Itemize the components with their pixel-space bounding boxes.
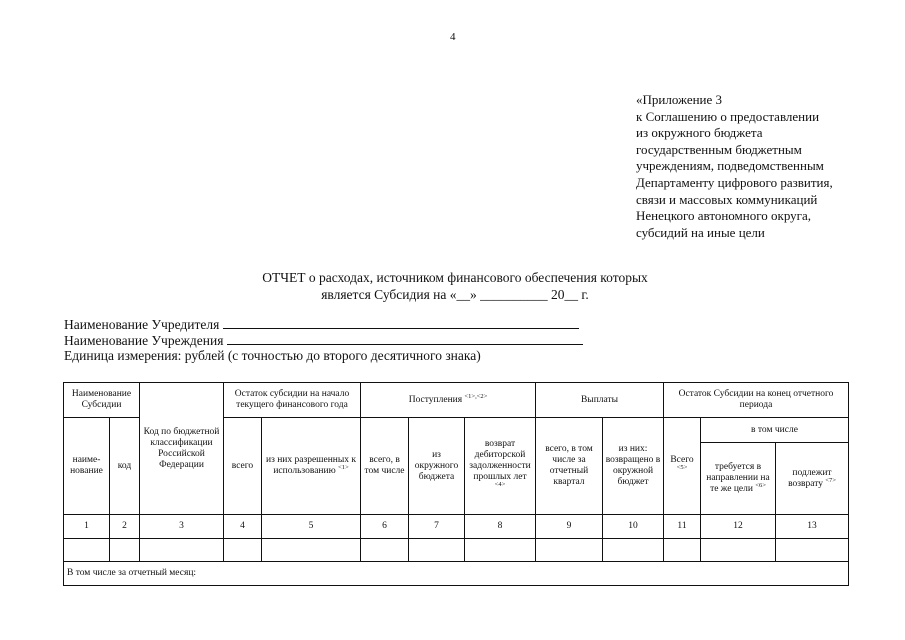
table-cell[interactable] [224,539,262,562]
header-receipts-label: Поступления [408,394,463,405]
table-row [64,539,849,562]
header-payments-returned: из них: возвращено в окружной бюджет [603,418,664,515]
page-number: 4 [450,31,456,43]
header-required-note: <6> [755,481,766,489]
table-cell[interactable] [140,539,224,562]
header-balance-end: Остаток Субсидии на конец отчетного периода [664,383,849,418]
report-title-line-2: является Субсидия на «__» __________ 20__ г. [321,286,589,302]
header-balance-start: Остаток субсидии на начало текущего финансового года [224,383,361,418]
founder-blank-line [223,317,579,329]
report-fields [64,317,583,364]
unit-field: Единица измерения: рублей (с точностью до второго десятичного знака) [64,348,481,363]
header-permitted [262,418,361,515]
table-cell[interactable] [409,539,465,562]
founder-field [64,317,583,333]
institution-blank-line [227,333,583,345]
appendix-line: связи и массовых коммуникаций [636,191,818,207]
header-receipts-note: <1>,<2> [464,392,488,400]
column-number: 13 [776,515,849,539]
appendix-line: к Соглашению о предоставлении [636,108,820,124]
header-receipts-total: всего, в том числе [361,418,409,515]
appendix-line: Департаменту цифрового развития, [636,174,833,190]
header-budget-code: Код по бюджетной классификации Российской Федерации [140,383,224,515]
column-number: 11 [664,515,701,539]
header-permitted-note: <1> [338,463,349,471]
header-receipts [361,383,536,418]
reporting-month-label: В том числе за отчетный месяц: [64,562,849,586]
header-required [701,443,776,515]
table-cell[interactable] [262,539,361,562]
column-number: 1 [64,515,110,539]
header-code: код [110,418,140,515]
appendix-line: субсидий на иные цели [636,224,765,240]
header-debt-return [465,418,536,515]
column-number: 3 [140,515,224,539]
column-number-row [64,515,849,539]
report-title-line-1: ОТЧЕТ о расходах, источником финансового обеспечения которых [262,270,648,285]
founder-label: Наименование Учредителя [64,317,220,332]
column-number: 12 [701,515,776,539]
reporting-month-row [64,562,849,586]
header-total: всего [224,418,262,515]
institution-label: Наименование Учреждения [64,332,224,348]
column-number: 2 [110,515,140,539]
appendix-block [636,92,896,241]
table-cell[interactable] [701,539,776,562]
institution-field [64,333,583,349]
header-end-total-note: <5> [676,463,688,471]
report-title [150,270,760,303]
column-number: 8 [465,515,536,539]
appendix-line: из окружного бюджета [636,125,763,141]
header-required-label: требуется в направлении на те же цели [706,462,770,494]
header-subsidy-name: Наименование Субсидии [64,383,140,418]
table-cell[interactable] [536,539,603,562]
header-including: в том числе [701,418,849,443]
header-to-return-label: подлежит возврату [788,467,832,489]
appendix-line: «Приложение 3 [636,92,723,107]
appendix-line: Ненецкого автономного округа, [636,208,811,224]
header-debt-return-label: возврат дебиторской задолженности прошлых лет [469,438,531,482]
header-to-return-note: <7> [825,476,836,484]
column-number: 5 [262,515,361,539]
header-payments-total: всего, в том числе за отчетный квартал [536,418,603,515]
header-payments: Выплаты [536,383,664,418]
table-cell[interactable] [465,539,536,562]
header-name: наиме-нование [64,418,110,515]
header-end-total-label: Всего [670,455,694,465]
column-number: 7 [409,515,465,539]
column-number: 10 [603,515,664,539]
header-from-district-budget: из окружного бюджета [409,418,465,515]
header-permitted-label: из них разрешенных к использованию [265,455,356,476]
report-table [63,382,849,586]
table-cell[interactable] [110,539,140,562]
table-cell[interactable] [776,539,849,562]
appendix-line: государственным бюджетным [636,141,802,157]
column-number: 4 [224,515,262,539]
table-cell[interactable] [664,539,701,562]
table-cell[interactable] [361,539,409,562]
header-end-total [664,418,701,515]
column-number: 9 [536,515,603,539]
header-debt-return-note: <4> [494,480,506,488]
column-number: 6 [361,515,409,539]
appendix-line: учреждениям, подведомственным [636,158,824,174]
table-cell[interactable] [64,539,110,562]
header-to-return [776,443,849,515]
table-cell[interactable] [603,539,664,562]
